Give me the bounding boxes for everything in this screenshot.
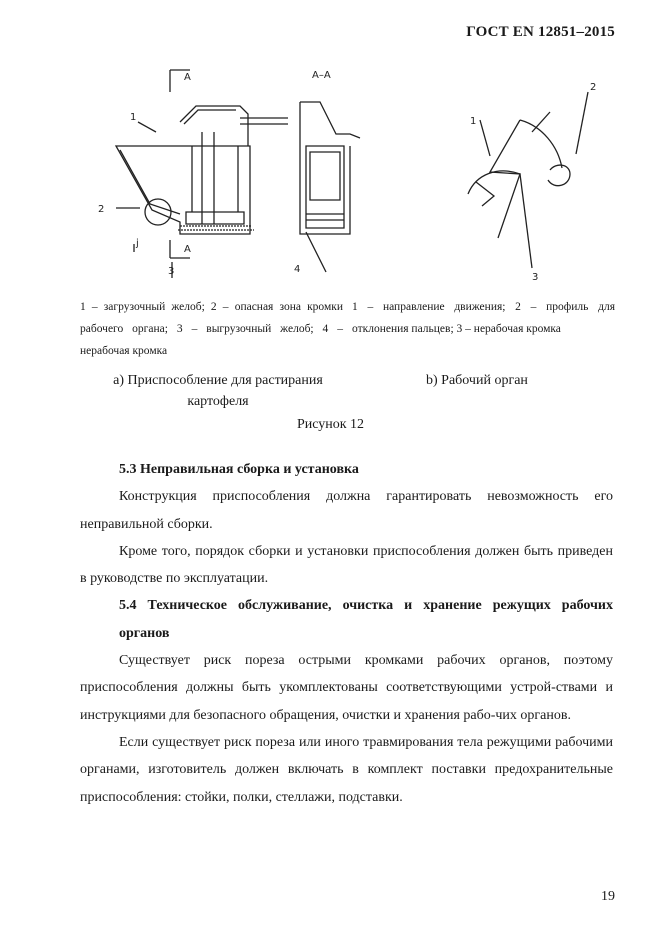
figure-12-drawing [80, 62, 620, 294]
section-aa-label: A–A [312, 70, 331, 81]
drawing-a-main-view [116, 70, 288, 278]
paragraph: Если существует риск пореза или иного травмирования тела режущими рабочими органами, изготовитель должен включать в комплект поставки предохранительные приспособления: стойки, полки, стеллажи, подставки. [80, 734, 613, 805]
figure-caption-left: 1 – загрузочный желоб; 2 – опасная зона кромки рабочего органа; 3 – выгрузочный желоб; 4 – нерабочая кромка [80, 301, 343, 357]
drawing-b-working-tool [468, 92, 588, 268]
subcaption-a: а) Приспособление для растирания картофеля [113, 373, 323, 409]
callout-4-a: 4 [294, 264, 301, 275]
paragraph: Конструкция приспособления должна гарантировать невозможность его неправильной сборки. [80, 489, 613, 532]
callout-2-a: 2 [98, 204, 105, 215]
drawing-a-section-view [300, 102, 360, 272]
dimension-j-label: j [136, 238, 139, 249]
section-heading-5-3: 5.3 Неправильная сборка и установка [119, 462, 359, 477]
paragraph: Существует риск пореза острыми кромками рабочих органов, поэтому приспособления должны быть укомплектованы соответствующими устрой-ствами и инструкциями для безопасного обращения, очистки и хранения рабо-чих органов. [80, 653, 613, 723]
callout-3-a: 3 [168, 266, 175, 277]
subcaption-b: b) Рабочий орган [426, 373, 528, 388]
figure-title: Рисунок 12 [296, 417, 365, 432]
section-a-label: A [184, 72, 191, 83]
callout-1-a: 1 [130, 112, 137, 123]
section-a-lower-label: A [184, 244, 191, 255]
body-text [80, 456, 613, 811]
page-number: 19 [601, 889, 615, 904]
callout-2-b: 2 [590, 82, 597, 93]
document-header: ГОСТ EN 12851–2015 [466, 24, 615, 40]
section-heading-5-4: 5.4 Техническое обслуживание, очистка и хранение режущих рабочих органов [119, 598, 613, 641]
figure-caption-right: 1 – направление движения; 2 – профиль для отклонения пальцев; 3 – нерабочая кромка [352, 301, 615, 335]
paragraph: Кроме того, порядок сборки и установки приспособления должен быть приведен в руководстве по эксплуатации. [80, 543, 613, 587]
callout-1-b: 1 [470, 116, 477, 127]
callout-3-b: 3 [532, 272, 539, 283]
